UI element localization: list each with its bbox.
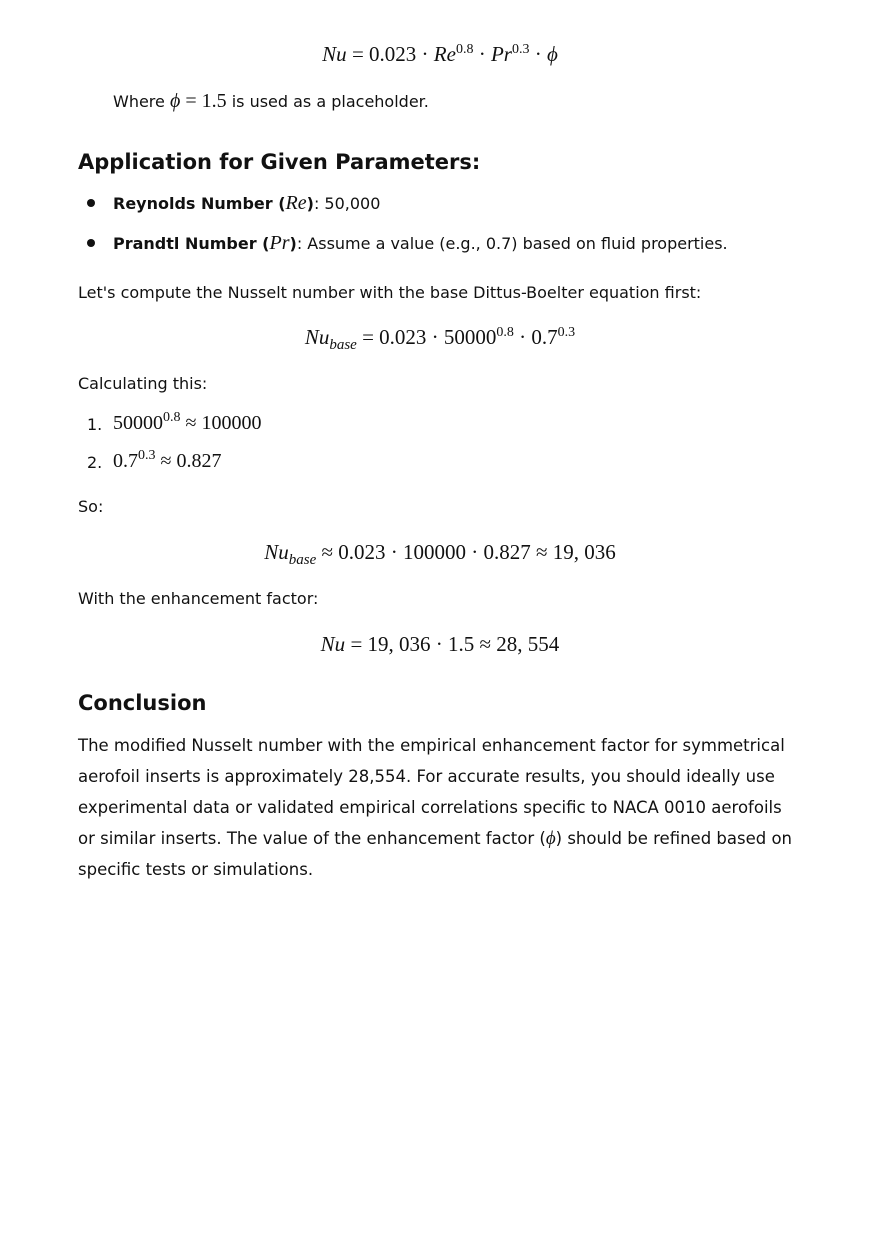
reynolds-symbol: Re <box>285 192 307 214</box>
eq3-sub: base <box>288 552 317 568</box>
prandtl-value: : Assume a value (e.g., 0.7) based on fluid properties. <box>296 234 728 253</box>
conclusion-line: The modified Nusselt number with the empirical enhancement factor for symmetrical <box>78 736 785 755</box>
equation-nu-base-result <box>0 540 880 568</box>
so-text: So: <box>78 497 104 516</box>
step1-rest: ≈ 100000 <box>180 412 262 434</box>
eq2-sub: base <box>329 337 357 353</box>
calc-intro: Calculating this: <box>78 374 208 393</box>
prandtl-symbol: Pr <box>269 232 290 254</box>
conclusion-phi: ϕ <box>545 828 556 849</box>
eq1-re-exp: 0.8 <box>455 42 474 57</box>
conclusion-line: aerofoil inserts is approximately 28,554. For accurate results, you should ideally use <box>78 767 775 786</box>
step-number: 1. <box>87 415 103 434</box>
reynolds-label: Reynolds Number ( <box>113 194 286 213</box>
eq2-mid: = 0.023 · 50000 <box>356 325 497 349</box>
conclusion-line4-post: ) should be refined based on <box>555 829 793 848</box>
step2-exp: 0.3 <box>138 448 156 463</box>
step2-rest: ≈ 0.827 <box>155 450 222 472</box>
eq1-re: Re <box>433 42 456 66</box>
prandtl-close: ) <box>289 234 297 253</box>
placeholder-note <box>113 91 429 112</box>
list-item-reynolds <box>113 192 380 215</box>
eq3-rest: ≈ 0.023 · 100000 · 0.827 ≈ 19, 036 <box>316 540 616 564</box>
reynolds-close: ) <box>306 194 314 213</box>
reynolds-value: : 50,000 <box>313 194 381 213</box>
enhancement-intro: With the enhancement factor: <box>78 589 319 608</box>
step1-exp: 0.8 <box>163 410 181 425</box>
list-item-prandtl <box>113 232 728 255</box>
eq4-lhs: Nu <box>320 632 346 656</box>
step-number: 2. <box>87 453 103 472</box>
eq1-dot2: · <box>529 42 547 66</box>
bullet-marker <box>87 199 95 207</box>
eq4-rest: = 19, 036 · 1.5 ≈ 28, 554 <box>345 632 560 656</box>
eq1-pr: Pr <box>490 42 512 66</box>
equation-modified-nusselt <box>0 42 880 67</box>
eq2-dot: · 0.7 <box>513 325 558 349</box>
where-mid: = 1.5 <box>180 90 227 112</box>
step-2 <box>113 450 221 472</box>
bullet-marker <box>87 239 95 247</box>
step1-base: 50000 <box>113 412 163 434</box>
section-heading-application: Application for Given Parameters: <box>78 150 481 174</box>
section-heading-conclusion: Conclusion <box>78 691 207 715</box>
conclusion-line: specific tests or simulations. <box>78 860 314 879</box>
where-pre: Where <box>113 92 170 111</box>
where-post: is used as a placeholder. <box>226 92 429 111</box>
eq1-phi: ϕ <box>546 42 558 66</box>
where-phi: ϕ <box>169 90 181 112</box>
eq1-eq: = 0.023 · <box>346 42 434 66</box>
eq1-dot1: · <box>473 42 491 66</box>
step2-base: 0.7 <box>113 450 138 472</box>
equation-nu-base <box>0 325 880 353</box>
eq1-pr-exp: 0.3 <box>511 42 530 57</box>
eq3-lhs: Nu <box>264 540 289 564</box>
prandtl-label: Prandtl Number ( <box>113 234 270 253</box>
conclusion-paragraph <box>78 730 793 885</box>
step-1 <box>113 412 261 434</box>
conclusion-line <box>78 823 793 854</box>
eq2-exp2: 0.3 <box>557 325 576 340</box>
eq2-exp1: 0.8 <box>496 325 514 340</box>
equation-nu-final <box>0 632 880 657</box>
conclusion-line4-pre: or similar inserts. The value of the enhancement factor ( <box>78 829 546 848</box>
conclusion-line: experimental data or validated empirical correlations specific to NACA 0010 aerofoils <box>78 798 782 817</box>
eq1-lhs: Nu <box>322 42 347 66</box>
compute-intro: Let's compute the Nusselt number with the base Dittus-Boelter equation first: <box>78 283 702 302</box>
eq2-lhs: Nu <box>304 325 330 349</box>
